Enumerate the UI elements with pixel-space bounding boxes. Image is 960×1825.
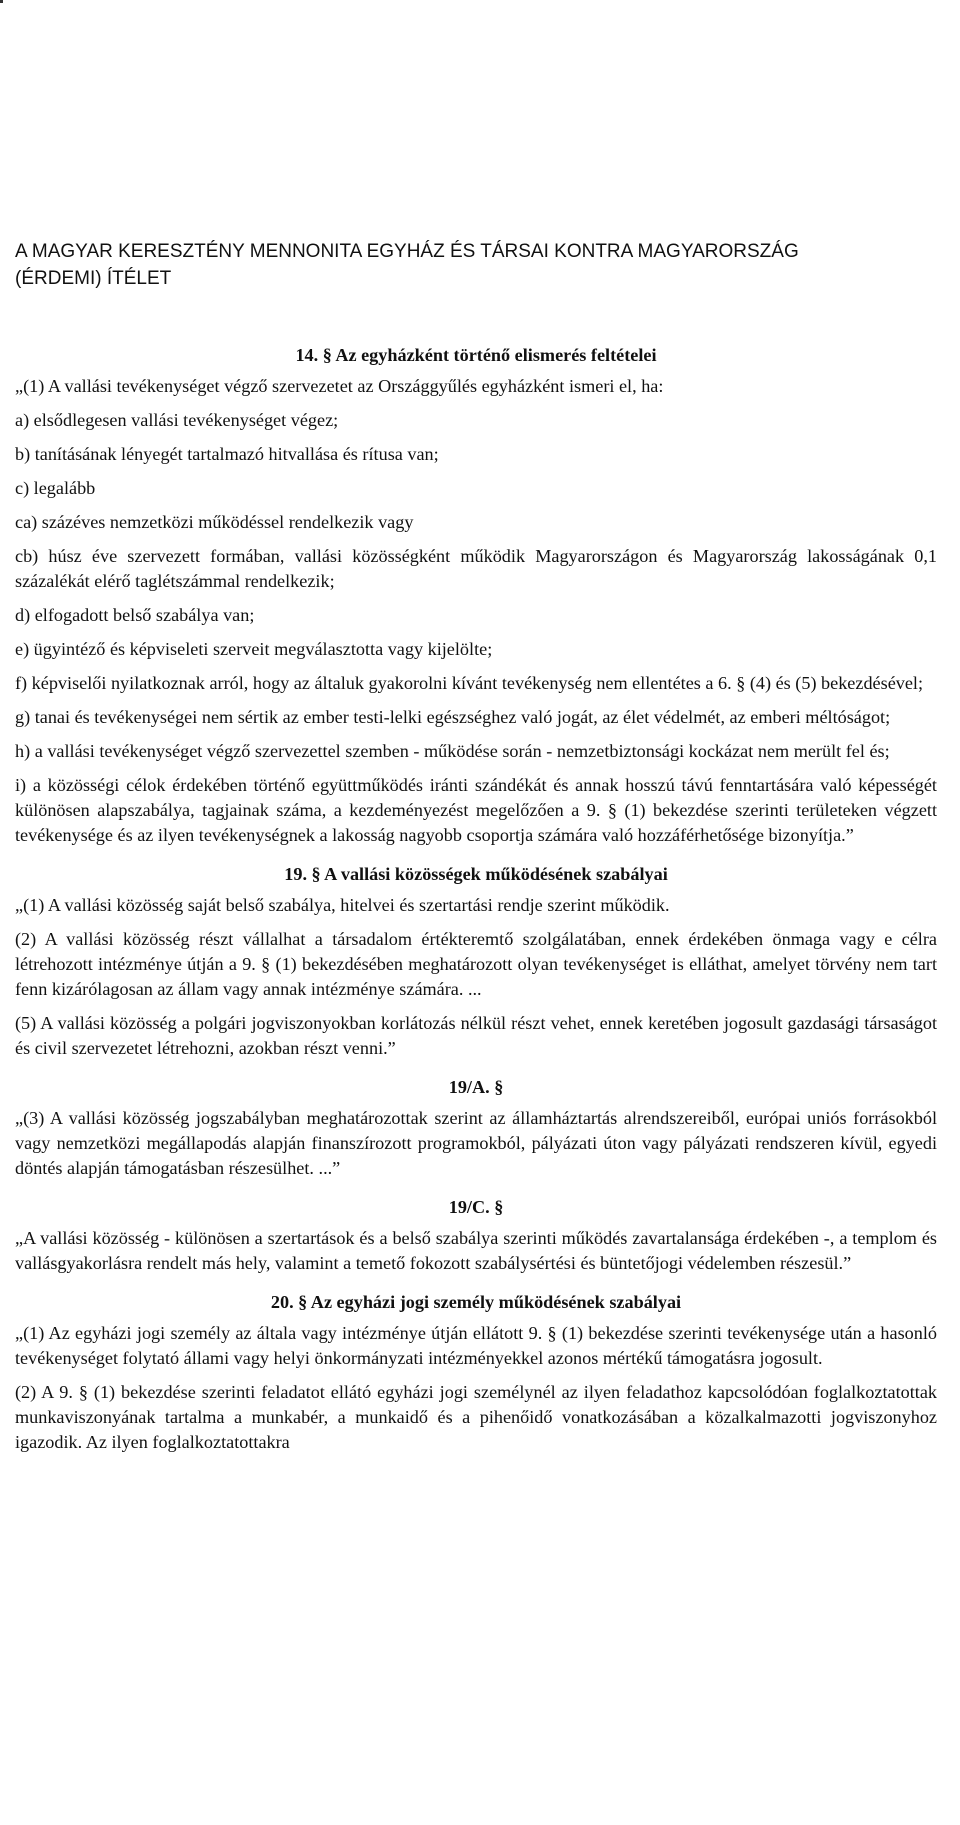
paragraph: e) ügyintéző és képviseleti szerveit megválasztotta vagy kijelölte;	[15, 639, 493, 659]
header-line-2: (ÉRDEMI) ÍTÉLET	[15, 268, 172, 289]
section-heading: 20. § Az egyházi jogi személy működésének szabályai	[270, 1292, 682, 1312]
paragraph: (2) A vallási közösség részt vállalhat a társadalom értékteremtő szolgálatában, ennek érdekében önmaga vagy e célra létrehozott intézménye útján a 9. § (1) bekezdésében meghatározott olyan tevékenységet is elláthat, amelyet törvény nem tart fenn kizárólagosan az állam vagy annak intézménye számára. ...	[15, 929, 937, 999]
paragraph: i) a közösségi célok érdekében történő együttműködés iránti szándékát és annak hosszú távú fenntartására való képességét különösen alapszabálya, tagjainak száma, a kezdeményezést megelőzően a 9. § (1) bekezdése szerinti területeken végzett tevékenysége és az ilyen tevékenységnek a lakosság nagyobb csoportja számára való hozzáférhetősége bizonyítja.”	[15, 775, 937, 845]
paragraph: cb) húsz éve szervezett formában, vallási közösségként működik Magyarországon és Magyarország lakosságának 0,1 százalékát elérő taglétszámmal rendelkezik;	[15, 546, 937, 591]
paragraph: h) a vallási tevékenységet végző szervezettel szemben - működése során - nemzetbiztonsági kockázat nem merült fel és;	[15, 741, 890, 761]
paragraph: ca) százéves nemzetközi működéssel rendelkezik vagy	[15, 512, 414, 532]
corner-mark	[0, 0, 3, 3]
section-19	[15, 862, 937, 1061]
paragraph: b) tanításának lényegét tartalmazó hitvallása és rítusa van;	[15, 444, 439, 464]
paragraph: (5) A vallási közösség a polgári jogviszonyokban korlátozás nélkül részt vehet, ennek keretében jogosult gazdasági társaságot és civil szervezetet létrehozni, azokban részt venni.”	[15, 1013, 937, 1058]
document-body	[15, 343, 937, 1464]
paragraph: „(1) A vallási tevékenységet végző szervezetet az Országgyűlés egyházként ismeri el, ha:	[15, 376, 664, 396]
section-heading: 19/C. §	[448, 1197, 504, 1217]
paragraph: g) tanai és tevékenységei nem sértik az ember testi-lelki egészséghez való jogát, az élet védelmét, az emberi méltóságot;	[15, 707, 891, 727]
section-heading: 19/A. §	[448, 1077, 504, 1097]
paragraph: „(1) Az egyházi jogi személy az általa vagy intézménye útján ellátott 9. § (1) bekezdése szerinti tevékenysége után a hasonló tevékenységet folytató állami vagy helyi önkormányzati intézményekkel azonos mértékű támogatásra jogosult.	[15, 1323, 937, 1368]
document-header	[15, 238, 935, 292]
section-20	[15, 1290, 937, 1455]
paragraph: f) képviselői nyilatkoznak arról, hogy az általuk gyakorolni kívánt tevékenység nem ellentétes a 6. § (4) és (5) bekezdésével;	[15, 673, 924, 693]
paragraph: „(3) A vallási közösség jogszabályban meghatározottak szerint az államháztartás alrendszereiből, európai uniós forrásokból vagy nemzetközi megállapodás alapján finanszírozott programokból, pályázati úton vagy pályázati rendszeren kívül, egyedi döntés alapján támogatásban részesülhet. ...”	[15, 1108, 937, 1178]
paragraph: d) elfogadott belső szabálya van;	[15, 605, 255, 625]
section-14	[15, 343, 937, 848]
header-line-1: A MAGYAR KERESZTÉNY MENNONITA EGYHÁZ ÉS TÁRSAI KONTRA MAGYARORSZÁG	[15, 241, 799, 262]
paragraph: c) legalább	[15, 478, 96, 498]
section-heading: 14. § Az egyházként történő elismerés feltételei	[295, 345, 657, 365]
section-19a	[15, 1075, 937, 1181]
paragraph: a) elsődlegesen vallási tevékenységet végez;	[15, 410, 339, 430]
paragraph: „(1) A vallási közösség saját belső szabálya, hitelvei és szertartási rendje szerint működik.	[15, 895, 670, 915]
paragraph: „A vallási közösség - különösen a szertartások és a belső szabálya szerinti működés zavartalansága érdekében -, a templom és vallásgyakorlásra rendelt más hely, valamint a temető fokozott szabálysértési és büntetőjogi védelemben részesül.”	[15, 1228, 937, 1273]
section-heading: 19. § A vallási közösségek működésének szabályai	[284, 864, 668, 884]
section-19c	[15, 1195, 937, 1276]
paragraph: (2) A 9. § (1) bekezdése szerinti feladatot ellátó egyházi jogi személynél az ilyen feladathoz kapcsolódóan foglalkoztatottak munkaviszonyának tartalma a munkabér, a munkaidő és a pihenőidő vonatkozásában a közalkalmazotti jogviszonyhoz igazodik. Az ilyen foglalkoztatottakra	[15, 1382, 937, 1452]
